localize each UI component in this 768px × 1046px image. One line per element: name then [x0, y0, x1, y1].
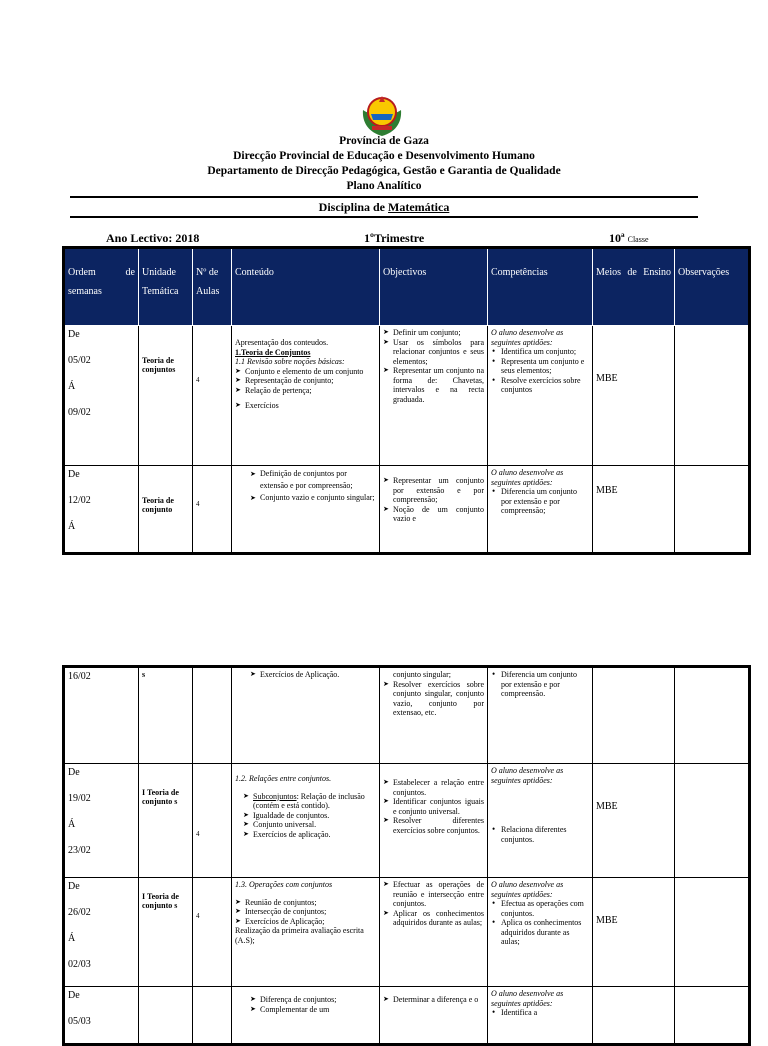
content-cell: Apresentação dos conteudos. 1.Teoria de Conjuntos 1.1 Revisão sobre noções básicas: ➤ Conjunto e elemento de um conjunto ➤ Representação de conjunto; ➤ Relação de pertença; ➤ Exercícios: [232, 326, 380, 466]
unit-cell: s: [139, 667, 193, 764]
objectives-cell: conjunto singular; ➤ Resolver exercícios sobre conjunto singular, conjunto vazio, conjunto por extensao, etc.: [380, 667, 488, 764]
observacoes-cell: [675, 667, 750, 764]
table-row: [64, 764, 750, 878]
table-row: [64, 466, 750, 554]
aulas-cell: 4: [193, 326, 232, 466]
discipline-rule: [70, 216, 698, 218]
discipline-line: Disciplina de Matemática: [318, 200, 450, 214]
competencies-cell: O aluno desenvolve as seguintes aptidões: • Identifica a: [488, 987, 593, 1045]
observacoes-cell: [675, 764, 750, 878]
discipline-name: Matemática: [388, 200, 450, 214]
objectives-cell: ➤ Efectuar as operações de reunião e intersecção entre conjuntos. ➤ Aplicar os conhecimentos adquiridos durante as aulas;: [380, 878, 488, 987]
province-title: Província de Gaza: [339, 135, 429, 147]
weeks-cell: De 26/02 Á 02/03: [64, 878, 139, 987]
content-cell: 1.2. Relações entre conjuntos. ➤ Subconjuntos: Relação de inclusão (contém e está contido). ➤ Igualdade de conjuntos. ➤ Conjunto universal. ➤ Exercícios de aplicação.: [232, 764, 380, 878]
col-observacoes: Observações: [675, 248, 750, 326]
table-header-row: [64, 248, 750, 326]
meios-cell: MBE: [593, 326, 675, 466]
observacoes-cell: [675, 878, 750, 987]
objectives-cell: ➤ Representar um conjunto por extensão e por compreensão; ➤ Noção de um conjunto vazio e: [380, 466, 488, 554]
col-ordem: Ordem de semanas: [64, 248, 139, 326]
col-conteudo: Conteúdo: [232, 248, 380, 326]
competencies-cell: • Diferencia um conjunto por extensão e por compreensão.: [488, 667, 593, 764]
meios-cell: [593, 667, 675, 764]
weeks-cell: De 19/02 Á 23/02: [64, 764, 139, 878]
aulas-cell: [193, 987, 232, 1045]
meios-cell: MBE: [593, 878, 675, 987]
weeks-cell: De 12/02 Á: [64, 466, 139, 554]
competencies-cell: O aluno desenvolve as seguintes aptidões: • Relaciona diferentes conjuntos.: [488, 764, 593, 878]
weeks-cell: De 05/03: [64, 987, 139, 1045]
objectives-cell: ➤ Definir um conjunto; ➤ Usar os símbolos para relacionar conjuntos e seus elementos; ➤ Representar um conjunto na forma de: Chavetas, intervalos e na recta graduada.: [380, 326, 488, 466]
aulas-cell: 4: [193, 764, 232, 878]
weeks-cell: 16/02: [64, 667, 139, 764]
weeks-cell: De 05/02 Á 09/02: [64, 326, 139, 466]
aulas-cell: 4: [193, 878, 232, 987]
competencies-cell: O aluno desenvolve as seguintes aptidões: • Efectua as operações com conjuntos. • Aplica os conhecimentos adquiridos durante as aulas;: [488, 878, 593, 987]
content-cell: ➤ Definição de conjuntos por extensão e por compreensão; ➤ Conjunto vazio e conjunto singular;: [232, 466, 380, 554]
plan-table-page2: [62, 665, 751, 1046]
meios-cell: MBE: [593, 466, 675, 554]
table-row: [64, 878, 750, 987]
plan-title: Plano Analítico: [346, 180, 422, 192]
content-cell: 1.3. Operações com conjuntos ➤ Reunião de conjuntos; ➤ Intersecção de conjuntos; ➤ Exercícios de Aplicação; Realização da primeira avaliação escrita (A.S);: [232, 878, 380, 987]
aulas-cell: [193, 667, 232, 764]
competencies-cell: O aluno desenvolve as seguintes aptidões: • Identifica um conjunto; • Representa um conjunto e seus elementos; • Resolve exercícios sobre conjuntos: [488, 326, 593, 466]
observacoes-cell: [675, 326, 750, 466]
table-row: [64, 667, 750, 764]
ano-lectivo: Ano Lectivo: 2018: [106, 231, 200, 245]
department-title: Departamento de Direcção Pedagógica, Gestão e Garantia de Qualidade: [207, 165, 561, 177]
unit-cell: [139, 987, 193, 1045]
meios-cell: [593, 987, 675, 1045]
col-competencias: Competências: [488, 248, 593, 326]
objectives-cell: ➤ Estabelecer a relação entre conjuntos. ➤ Identificar conjuntos iguais e conjunto universal. ➤ Resolver diferentes exercícios sobre conjuntos.: [380, 764, 488, 878]
table-row: [64, 987, 750, 1045]
competencies-cell: O aluno desenvolve as seguintes aptidões: • Diferencia um conjunto por extensão e por compreensão;: [488, 466, 593, 554]
col-objectivos: Objectivos: [380, 248, 488, 326]
classe: 10ª Classe: [609, 231, 649, 245]
content-cell: ➤ Exercícios de Aplicação.: [232, 667, 380, 764]
unit-cell: I Teoria de conjunto s: [139, 764, 193, 878]
unit-cell: Teoria de conjunto: [139, 466, 193, 554]
col-aulas: Nº de Aulas: [193, 248, 232, 326]
observacoes-cell: [675, 466, 750, 554]
mozambique-emblem: [358, 92, 406, 138]
col-unidade: Unidade Temática: [139, 248, 193, 326]
col-meios: Meios de Ensino: [593, 248, 675, 326]
trimestre: 1ºTrimestre: [364, 231, 425, 245]
aulas-cell: 4: [193, 466, 232, 554]
objectives-cell: ➤ Determinar a diferença e o: [380, 987, 488, 1045]
header-rule: [70, 196, 698, 198]
observacoes-cell: [675, 987, 750, 1045]
meios-cell: MBE: [593, 764, 675, 878]
directorate-title: Direcção Provincial de Educação e Desenvolvimento Humano: [233, 150, 535, 162]
table-row: [64, 326, 750, 466]
plan-table-page1: [62, 246, 751, 555]
unit-cell: I Teoria de conjunto s: [139, 878, 193, 987]
content-cell: ➤ Diferença de conjuntos; ➤ Complementar de um: [232, 987, 380, 1045]
unit-cell: Teoria de conjuntos: [139, 326, 193, 466]
